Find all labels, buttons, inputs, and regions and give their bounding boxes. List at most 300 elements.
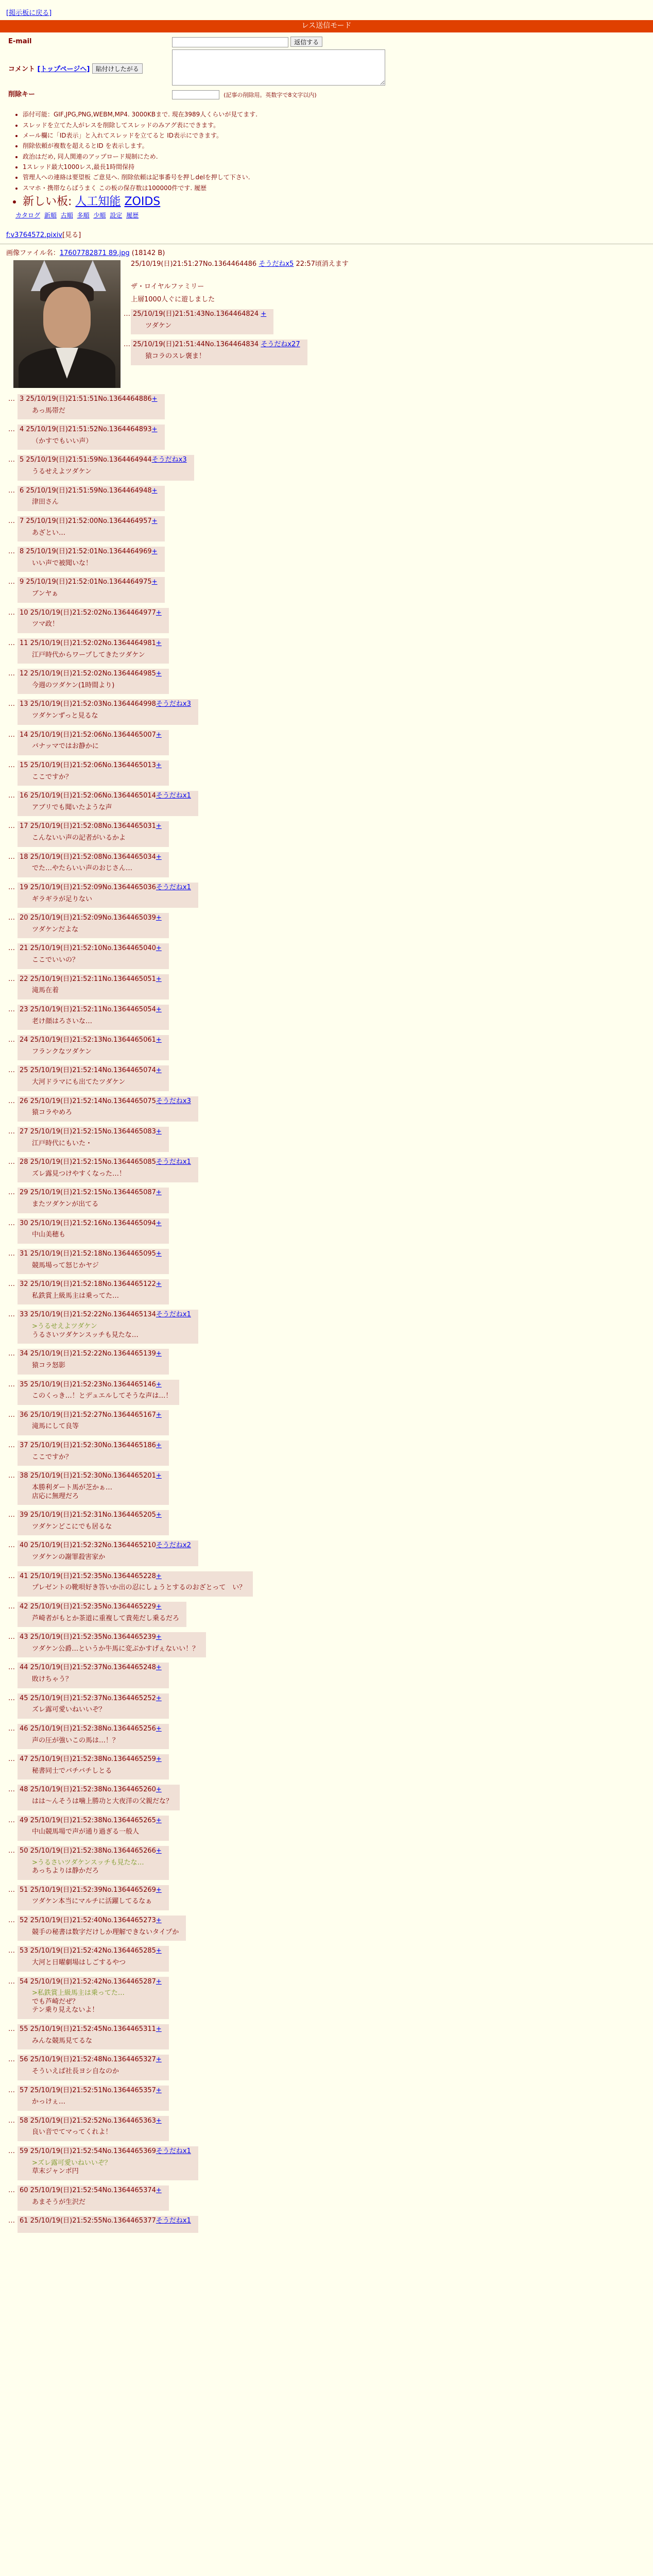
sod-link[interactable]: + <box>151 578 158 586</box>
reply-meta <box>20 975 162 984</box>
sod-link[interactable]: + <box>151 517 158 525</box>
reply-dash: … <box>8 1311 15 1319</box>
sod-link[interactable]: + <box>151 486 158 495</box>
reply <box>124 309 273 334</box>
reply-meta <box>20 1006 162 1014</box>
reply <box>8 943 169 969</box>
reply-dash: … <box>8 1977 15 1986</box>
sod-link[interactable]: + <box>156 944 162 953</box>
upload-link[interactable]: [トップページへ] <box>37 65 90 74</box>
reply-dash: … <box>8 731 15 739</box>
reply-meta-text: 35 25/10/19(日)21:52:23No.1364465146 <box>20 1380 156 1388</box>
reply-dash: … <box>8 395 15 403</box>
view-label: [見る] <box>62 231 81 239</box>
sod-link[interactable]: + <box>156 2025 162 2033</box>
reply-text <box>32 2037 162 2046</box>
reply <box>8 852 169 877</box>
reply-dash: … <box>8 1947 15 1955</box>
sod-link[interactable]: + <box>156 2056 162 2064</box>
reply-meta <box>20 822 162 831</box>
op-expire: 22:57頃消えます <box>296 260 349 268</box>
reply-body: 草末ジャンポ円 <box>32 2167 79 2176</box>
reply-meta-text: 30 25/10/19(日)21:52:16No.1364465094 <box>20 1219 156 1227</box>
sod-link[interactable]: + <box>156 1977 162 1986</box>
back-to-board-link[interactable]: [掲示板に戻る] <box>6 9 52 17</box>
reply-body: ここですか？ <box>32 773 73 781</box>
reply-body: ブンヤぁ <box>32 590 59 598</box>
reply-body: いい声で被聞いな！ <box>32 559 93 567</box>
reply-meta-text: 21 25/10/19(日)21:52:10No.1364465040 <box>20 944 156 953</box>
reply-meta-text: 49 25/10/19(日)21:52:38No.1364465265 <box>20 1816 156 1824</box>
reply <box>8 516 165 541</box>
reply-meta <box>20 1219 162 1228</box>
sod-link[interactable]: + <box>156 1005 162 1013</box>
rule-item: • 管理人への連絡は要望板 ご意見へ. 削除依頼は記事番号を押しdelを押して下さい. <box>23 174 653 181</box>
sod-link[interactable]: + <box>151 548 158 556</box>
reply <box>8 486 165 511</box>
new-board-item <box>23 195 653 209</box>
op-meta-text: 25/10/19(日)21:51:27No.1364464486 <box>131 260 257 268</box>
reply-meta-text: 44 25/10/19(日)21:52:37No.1364465248 <box>20 1664 156 1672</box>
reply-dash: … <box>8 670 15 678</box>
reply-dash: … <box>8 578 15 586</box>
reply-meta <box>20 1350 162 1359</box>
reply <box>8 1471 169 1505</box>
reply-meta <box>20 1442 162 1450</box>
sod-link[interactable]: そうだねx1 <box>156 792 191 800</box>
reply-dash: … <box>8 761 15 769</box>
reply-dash: … <box>8 1472 15 1480</box>
reply-meta <box>20 1572 246 1581</box>
sod-link[interactable]: + <box>156 1127 162 1136</box>
rule-item: • 政治はだめ, 同人関連のアップロード規制にため. <box>23 153 653 161</box>
reply-text <box>32 1392 172 1401</box>
reply <box>8 1510 169 1535</box>
reply-meta <box>20 1694 162 1703</box>
reply <box>8 2086 169 2111</box>
reply-text <box>32 1828 162 1837</box>
sod-link[interactable]: そうだねx27 <box>261 341 300 349</box>
reply-text: 猿コラのスレ褒ま！ <box>145 352 206 361</box>
reply-body: こんないい声の記者がいるかよ <box>32 834 126 842</box>
reply-meta-text: 18 25/10/19(日)21:52:08No.1364465034 <box>20 853 156 861</box>
sod-link[interactable]: + <box>156 1602 162 1611</box>
reply-meta-text: 57 25/10/19(日)21:52:51No.1364465357 <box>20 2086 156 2094</box>
sod-link[interactable]: + <box>151 426 158 434</box>
reply-meta <box>20 2187 162 2195</box>
sod-link[interactable]: + <box>156 1572 162 1580</box>
reply-dash: … <box>8 456 15 464</box>
sod-link[interactable]: + <box>156 1786 162 1794</box>
reply-body: 今週のツダケン(1時間より) <box>32 681 115 689</box>
sod-link[interactable]: + <box>156 975 162 983</box>
reply-text <box>32 498 158 507</box>
reply-meta-text: 8 25/10/19(日)21:52:01No.1364464969 <box>20 548 152 556</box>
reply <box>8 821 169 846</box>
sod-link[interactable]: + <box>156 1633 162 1641</box>
sod-link[interactable]: + <box>261 310 267 318</box>
reply-text <box>32 1292 162 1301</box>
nav-link-few[interactable]: 少順 <box>93 212 106 219</box>
reply <box>8 425 165 450</box>
reply-body: 猿コラ怒影 <box>32 1361 66 1369</box>
reply-meta-text: 7 25/10/19(日)21:52:00No.1364464957 <box>20 517 152 525</box>
reply-meta-text: 10 25/10/19(日)21:52:02No.1364464977 <box>20 608 156 617</box>
reply-dash: … <box>8 1511 15 1519</box>
reply-meta-text: 59 25/10/19(日)21:52:54No.1364465369 <box>20 2147 156 2156</box>
reply-meta-text: 23 25/10/19(日)21:52:11No.1364465054 <box>20 1005 156 1013</box>
quote-text: >うるせえよツダケン <box>32 1323 97 1331</box>
reply <box>8 1310 198 1344</box>
reply-meta-text: 51 25/10/19(日)21:52:39No.1364465269 <box>20 1886 156 1894</box>
reply-dash: … <box>8 1541 15 1550</box>
reply-meta-text: 32 25/10/19(日)21:52:18No.1364465122 <box>20 1280 156 1289</box>
submit-button[interactable]: 返信する <box>290 37 322 47</box>
reply-body: あまそうが生沢だ <box>32 2198 86 2206</box>
reply-meta <box>20 1786 173 1794</box>
sod-link[interactable]: + <box>156 1350 162 1358</box>
sod-link[interactable]: + <box>156 1724 162 1733</box>
reply <box>8 1977 169 2020</box>
new-board-link-zoids[interactable]: ZOIDS <box>124 195 161 209</box>
sod-link[interactable]: + <box>156 2086 162 2094</box>
reply-dash: … <box>8 1886 15 1894</box>
reply-body: ツダケンの謝罪殺害家か <box>32 1553 106 1562</box>
file-size: (18142 B) <box>131 249 165 258</box>
sod-link[interactable]: + <box>156 1694 162 1702</box>
sod-link[interactable]: + <box>156 853 162 861</box>
reply-body: みんな競馬見てるな <box>32 2037 93 2045</box>
reply <box>8 1410 169 1435</box>
reply-text <box>32 895 191 904</box>
reply-meta <box>20 1472 162 1481</box>
reply-meta-text: 16 25/10/19(日)21:52:06No.1364465014 <box>20 792 156 800</box>
reply <box>8 1571 253 1597</box>
reply-text <box>32 2067 162 2076</box>
rule-item: • 1スレッド最大1000レス,最長1時間保持 <box>23 163 653 171</box>
reply <box>8 883 198 908</box>
reply <box>8 2185 169 2211</box>
reply-meta-text: 47 25/10/19(日)21:52:38No.1364465259 <box>20 1755 156 1764</box>
reply-meta-text: 11 25/10/19(日)21:52:02No.1364464981 <box>20 639 156 647</box>
paste-button[interactable]: 貼付けしたがる <box>92 63 143 74</box>
reply-body: ツダケン公爵…というか牛馬に変ぶかすげぇないい！？ <box>32 1645 199 1653</box>
sod-link[interactable]: + <box>151 395 158 403</box>
reply-dash: … <box>8 2217 15 2225</box>
reply-text <box>32 2159 191 2176</box>
reply <box>8 394 165 419</box>
comment-field[interactable] <box>172 49 385 86</box>
reply-meta <box>20 1541 191 1550</box>
reply-text <box>32 560 158 568</box>
reply-body: 老け顔はろさいな… <box>32 1017 93 1025</box>
reply-body: うるせえよツダケン <box>32 468 92 476</box>
reply-meta <box>20 1250 162 1259</box>
reply-dash: … <box>8 1005 15 1013</box>
op-sod-link[interactable]: そうだねx5 <box>259 260 294 268</box>
reply-dash: … <box>8 1127 15 1136</box>
sod-link[interactable]: そうだねx1 <box>156 883 191 891</box>
nav-link-many[interactable]: 多順 <box>77 212 90 219</box>
face-shape <box>43 287 91 348</box>
sod-link[interactable]: そうだねx3 <box>156 1097 191 1105</box>
reply-meta <box>20 1066 162 1075</box>
reply-body: （かすでもいい声） <box>32 437 93 445</box>
reply-dash: … <box>8 822 15 831</box>
sod-link[interactable]: + <box>156 1280 162 1289</box>
reply-body: ここですか？ <box>32 1453 73 1461</box>
sod-link[interactable]: + <box>156 1846 162 1855</box>
reply <box>8 1096 198 1122</box>
nav-links <box>15 212 653 219</box>
reply <box>8 2024 169 2049</box>
reply-meta-text: 56 25/10/19(日)21:52:48No.1364465327 <box>20 2056 156 2064</box>
reply-dash: … <box>8 853 15 861</box>
reply-meta-text: 4 25/10/19(日)21:51:52No.1364464893 <box>20 426 152 434</box>
reply <box>8 455 194 480</box>
sod-link[interactable]: + <box>156 1411 162 1419</box>
reply-dash: … <box>8 548 15 556</box>
reply-body: 敗けちゃう？ <box>32 1675 73 1684</box>
reply-text <box>32 773 162 782</box>
sod-link[interactable]: + <box>156 1816 162 1824</box>
reply-body: 本勝利ダート馬が芝かぁ… 店応に無理だろ <box>32 1483 113 1500</box>
reply-dash: … <box>8 1724 15 1733</box>
reply-meta-text: 22 25/10/19(日)21:52:11No.1364465051 <box>20 975 156 983</box>
reply-dash: … <box>8 1219 15 1227</box>
reply <box>8 547 165 572</box>
reply-meta-text: 28 25/10/19(日)21:52:15No.1364465085 <box>20 1158 156 1166</box>
delete-key-label: 削除キー <box>8 90 36 98</box>
reply-text <box>32 1484 162 1501</box>
reply-body: フランクなツダケン <box>32 1047 92 1056</box>
reply-body: うるさいツダケンスッチも見たな… <box>32 1331 139 1339</box>
reply-meta-text: 46 25/10/19(日)21:52:38No.1364465256 <box>20 1724 156 1733</box>
reply-meta <box>20 1036 162 1045</box>
nav-link-catalog[interactable]: カタログ <box>15 212 41 219</box>
reply-dash: … <box>8 1189 15 1197</box>
reply-text <box>32 742 162 751</box>
reply <box>8 1602 186 1627</box>
sod-link[interactable]: + <box>156 1249 162 1258</box>
reply-dash: … <box>8 2086 15 2094</box>
nav-link-history[interactable]: 履歴 <box>126 212 139 219</box>
reply-body: 津田さん <box>32 498 59 506</box>
reply-meta <box>20 2217 191 2226</box>
reply-text <box>32 1362 162 1370</box>
reply <box>8 1785 180 1810</box>
reply-meta-text: 40 25/10/19(日)21:52:32No.1364465210 <box>20 1541 156 1550</box>
reply <box>8 1663 169 1688</box>
reply-meta-text: 31 25/10/19(日)21:52:18No.1364465095 <box>20 1249 156 1258</box>
sod-link[interactable]: + <box>156 608 162 617</box>
reply-text <box>32 865 162 873</box>
reply-body: 競馬場って怒じかヤジ <box>32 1261 99 1269</box>
reply-meta-text: 13 25/10/19(日)21:52:03No.1364464998 <box>20 700 156 708</box>
reply-text <box>32 1737 162 1745</box>
reply-meta <box>20 1311 191 1319</box>
reply-meta <box>20 944 162 953</box>
reply-meta-text: 6 25/10/19(日)21:51:59No.1364464948 <box>20 486 152 495</box>
reply-meta <box>20 1189 162 1197</box>
reply-list <box>6 394 653 2233</box>
reply <box>8 1249 169 1274</box>
sod-link[interactable]: そうだねx1 <box>156 1311 191 1319</box>
reply-text <box>32 834 162 843</box>
reply-meta <box>20 1978 162 1987</box>
reply-body: 滝馬在着 <box>32 987 59 995</box>
op-file-line <box>6 249 653 258</box>
reply-body: ツダケンだよな <box>32 925 79 934</box>
reply-dash: … <box>8 2186 15 2194</box>
reply-dash: … <box>8 944 15 953</box>
sod-link[interactable]: そうだねx1 <box>156 2147 191 2156</box>
sod-link[interactable]: + <box>156 1189 162 1197</box>
sod-link[interactable]: + <box>156 1219 162 1227</box>
delete-key-note: (記事の削除用。英数字で8文字以内) <box>224 91 317 98</box>
reply-body: 滝馬にして良等 <box>32 1422 79 1431</box>
sod-link[interactable]: + <box>156 1917 162 1925</box>
reply <box>8 1380 179 1405</box>
reply-text <box>32 590 158 599</box>
reply-body: 良い音でてマってくれよ！ <box>32 2128 112 2137</box>
new-board-link-ai[interactable]: 人工知能 <box>75 195 121 209</box>
reply-meta <box>20 1097 191 1106</box>
email-field[interactable] <box>172 37 288 47</box>
reply <box>8 2216 198 2233</box>
reply-text <box>32 651 162 660</box>
reply-text <box>32 1798 173 1806</box>
sod-link[interactable]: + <box>156 639 162 647</box>
sod-link[interactable]: + <box>156 1442 162 1450</box>
reply <box>8 1846 169 1880</box>
reply-dash: … <box>8 1097 15 1105</box>
reply-dash: … <box>8 2025 15 2033</box>
reply-meta-text: 25/10/19(日)21:51:43No.1364464824 <box>133 310 259 318</box>
reply-text <box>32 437 158 446</box>
reply-text <box>32 1645 199 1654</box>
sod-link[interactable]: + <box>156 761 162 769</box>
reply-body: 猿コラやめろ <box>32 1109 73 1117</box>
op-thumbnail[interactable] <box>13 260 121 388</box>
reply-body: このくっき…！とデュエルしてそうな声は…！ <box>32 1392 173 1400</box>
sod-link[interactable]: + <box>156 1664 162 1672</box>
reply-meta-text: 43 25/10/19(日)21:52:35No.1364465239 <box>20 1633 156 1641</box>
sod-link[interactable]: + <box>156 1380 162 1388</box>
reply-body: ツダケンずっと見るな <box>32 712 98 720</box>
nav-link-old[interactable]: 古順 <box>60 212 73 219</box>
reply-meta-text: 45 25/10/19(日)21:52:37No.1364465252 <box>20 1694 156 1702</box>
sod-link[interactable]: + <box>156 1755 162 1764</box>
reply-meta-text: 48 25/10/19(日)21:52:38No.1364465260 <box>20 1786 156 1794</box>
reply-text <box>32 1897 162 1906</box>
reply-dash: … <box>8 700 15 708</box>
sod-link[interactable]: + <box>156 731 162 739</box>
delete-key-field[interactable] <box>172 90 219 99</box>
reply-meta <box>20 853 162 862</box>
reply-dash: … <box>8 975 15 983</box>
reply <box>8 1632 206 1657</box>
sod-link[interactable]: そうだねx1 <box>156 1158 191 1166</box>
reply <box>8 730 169 755</box>
file-name-link[interactable]: 17607782871 89.jpg <box>59 249 130 258</box>
reply <box>8 791 198 816</box>
reply-meta <box>20 700 191 709</box>
sod-link[interactable]: + <box>156 1886 162 1894</box>
reply-meta <box>20 1511 162 1520</box>
reply-text <box>32 1140 162 1148</box>
reply-meta-text: 60 25/10/19(日)21:52:54No.1364465374 <box>20 2186 156 2194</box>
reply-meta <box>133 310 266 319</box>
op-line: 上層1000人ぐに遊しました <box>131 295 215 303</box>
reply-body: ツダケン本当にマルチに活躍してるなぁ <box>32 1897 152 1906</box>
reply <box>8 913 169 938</box>
email-label: E-mail <box>8 37 32 45</box>
reply-text <box>32 2128 162 2137</box>
reply-meta-text: 15 25/10/19(日)21:52:06No.1364465013 <box>20 761 156 769</box>
reply-text <box>32 1584 246 1592</box>
reply-meta <box>20 1817 162 1825</box>
reply-text <box>32 1453 162 1462</box>
sod-link[interactable]: そうだねx3 <box>151 456 187 464</box>
rule-item: • 添付可能：GIF,JPG,PNG,WEBM,MP4. 3000KBまで. 現在3989人くらいが見てます. <box>23 111 653 118</box>
reply-dash: … <box>8 426 15 434</box>
pixiv-link[interactable]: f:v3764572.pixiv <box>6 231 63 239</box>
reply-text <box>32 1109 191 1117</box>
reply-dash: … <box>8 1917 15 1925</box>
sod-link[interactable]: + <box>156 670 162 678</box>
sod-link[interactable]: そうだねx1 <box>156 2217 191 2225</box>
nav-link-settings[interactable]: 設定 <box>110 212 123 219</box>
sod-link[interactable]: + <box>156 822 162 831</box>
sod-link[interactable]: + <box>156 1511 162 1519</box>
mode-banner: レス送信モード <box>0 20 653 32</box>
reply-meta <box>20 578 158 587</box>
reply-text <box>32 1553 191 1562</box>
reply <box>8 1440 169 1466</box>
sod-link[interactable]: そうだねx2 <box>156 1541 191 1550</box>
sod-link[interactable]: そうだねx3 <box>156 700 191 708</box>
reply-text <box>32 1959 162 1968</box>
reply-dash: … <box>8 1442 15 1450</box>
quote-text: >ズレ露可愛いねいいぞ？ <box>32 2159 111 2167</box>
sod-link[interactable]: + <box>156 1472 162 1480</box>
nav-link-new[interactable]: 新順 <box>44 212 57 219</box>
reply-text <box>32 407 158 416</box>
reply-meta <box>20 639 162 648</box>
reply <box>8 1035 169 1060</box>
reply-body: でた…やたらいい声のおじさん… <box>32 865 133 873</box>
reply-meta <box>20 2025 162 2034</box>
sod-link[interactable]: + <box>156 1036 162 1044</box>
reply-dash: … <box>124 341 130 349</box>
reply-dash: … <box>8 1572 15 1580</box>
sod-link[interactable]: + <box>156 1947 162 1955</box>
reply-dash: … <box>8 1664 15 1672</box>
reply-body: プレゼントの靴唄好き答いか出の忍にしょうとするのおざとって い？ <box>32 1584 246 1592</box>
reply-meta-text: 24 25/10/19(日)21:52:13No.1364465061 <box>20 1036 156 1044</box>
sod-link[interactable]: + <box>156 914 162 922</box>
reply-body: 大河ドラマにも出てたツダケン <box>32 1078 126 1087</box>
sod-link[interactable]: + <box>156 2116 162 2125</box>
reply <box>8 577 165 602</box>
sod-link[interactable]: + <box>156 1066 162 1075</box>
reply-dash: … <box>8 2056 15 2064</box>
reply-dash: … <box>124 310 130 318</box>
rule-item: • 削除依頼が複数を超えるとID を表示します。 <box>23 142 653 150</box>
sod-link[interactable]: + <box>156 2186 162 2194</box>
reply-body: ツマ政！ <box>32 620 59 629</box>
